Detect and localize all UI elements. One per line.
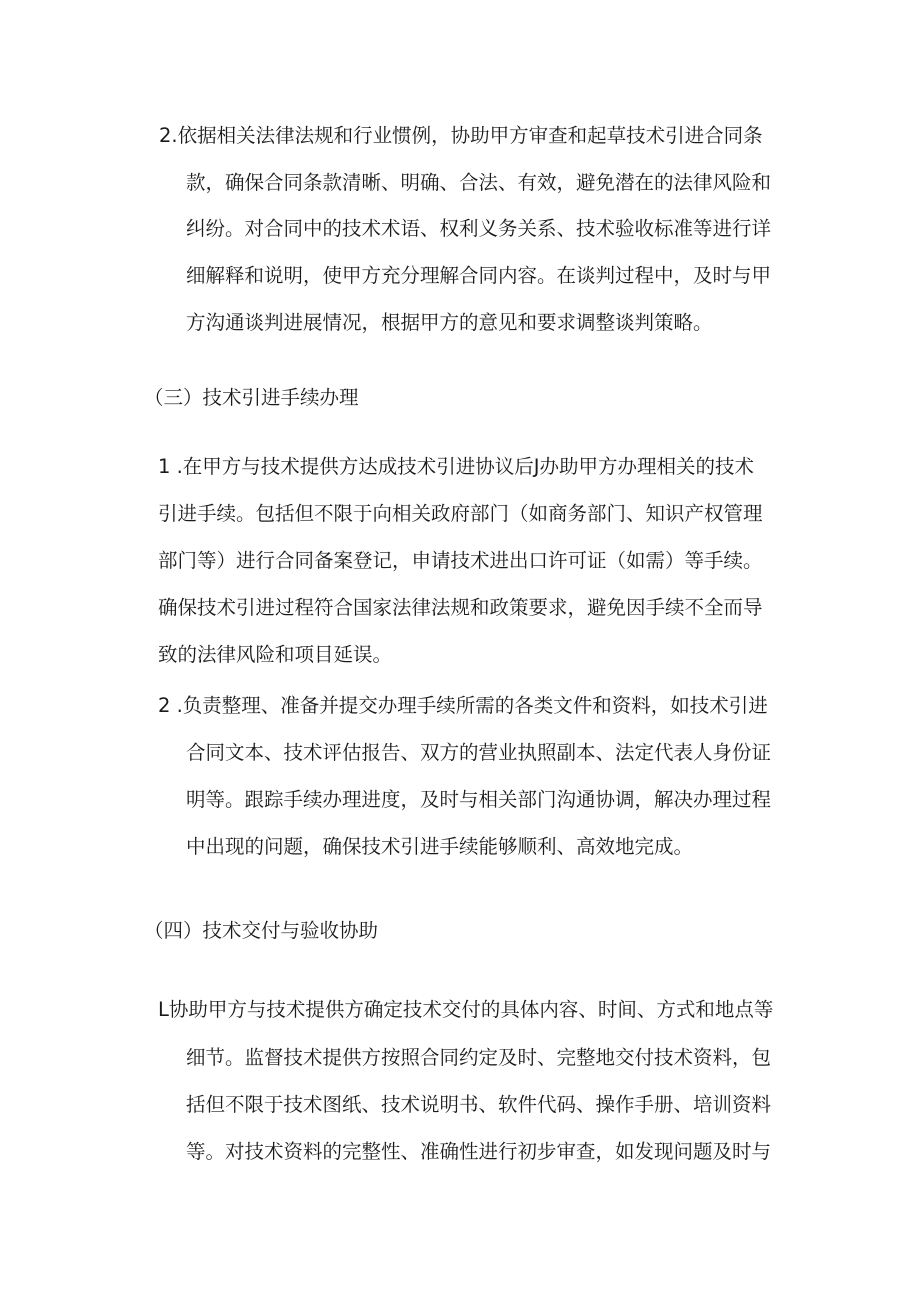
text-line: 括但不限于技术图纸、技术说明书、软件代码、操作手册、培训资料 <box>186 1093 772 1116</box>
text-line: L协助甲方与技术提供方确定技术交付的具体内容、时间、方式和地点等 <box>158 998 774 1021</box>
text-line: 等。对技术资料的完整性、准确性进行初步审查，如发现问题及时与 <box>186 1140 772 1163</box>
text-line: 细节。监督技术提供方按照合同约定及时、完整地交付技术资料，包 <box>186 1046 772 1069</box>
text-line: 明等。跟踪手续办理进度，及时与相关部门沟通协调，解决办理过程 <box>186 788 772 811</box>
text-line: 纠纷。对合同中的技术术语、权利义务关系、技术验收标准等进行详 <box>186 217 772 240</box>
text-line: 合同文本、技术评估报告、双方的营业执照副本、法定代表人身份证 <box>186 741 772 764</box>
text-line: 细解释和说明，使甲方充分理解合同内容。在谈判过程中，及时与甲 <box>186 264 772 287</box>
text-line: 2 .负责整理、准备并提交办理手续所需的各类文件和资料，如技术引进 <box>158 694 768 717</box>
text-line: 方沟通谈判进展情况，根据甲方的意见和要求调整谈判策略。 <box>186 311 713 334</box>
text-line: 款，确保合同条款清晰、明确、合法、有效，避免潜在的法律风险和 <box>186 171 772 194</box>
section-heading-4: （四）技术交付与验收协助 <box>144 919 379 942</box>
text-line: 部门等）进行合同备案登记，申请技术进出口许可证（如需）等手续。 <box>158 549 763 572</box>
text-line: 1 .在甲方与技术提供方达成技术引进协议后J办助甲方办理相关的技术 <box>158 455 755 478</box>
text-line: 致的法律风险和项目延误。 <box>158 643 393 666</box>
section-heading-3: （三）技术引进手续办理 <box>144 386 359 409</box>
text-line: 2.依据相关法律法规和行业惯例，协助甲方审查和起草技术引进合同条 <box>159 124 763 147</box>
text-line: 确保技术引进过程符合国家法律法规和政策要求，避免因手续不全而导 <box>158 596 763 619</box>
text-line: 中出现的问题，确保技术引进手续能够顺利、高效地完成。 <box>186 835 694 858</box>
text-line: 引进手续。包括但不限于向相关政府部门（如商务部门、知识产权管理 <box>158 502 763 525</box>
